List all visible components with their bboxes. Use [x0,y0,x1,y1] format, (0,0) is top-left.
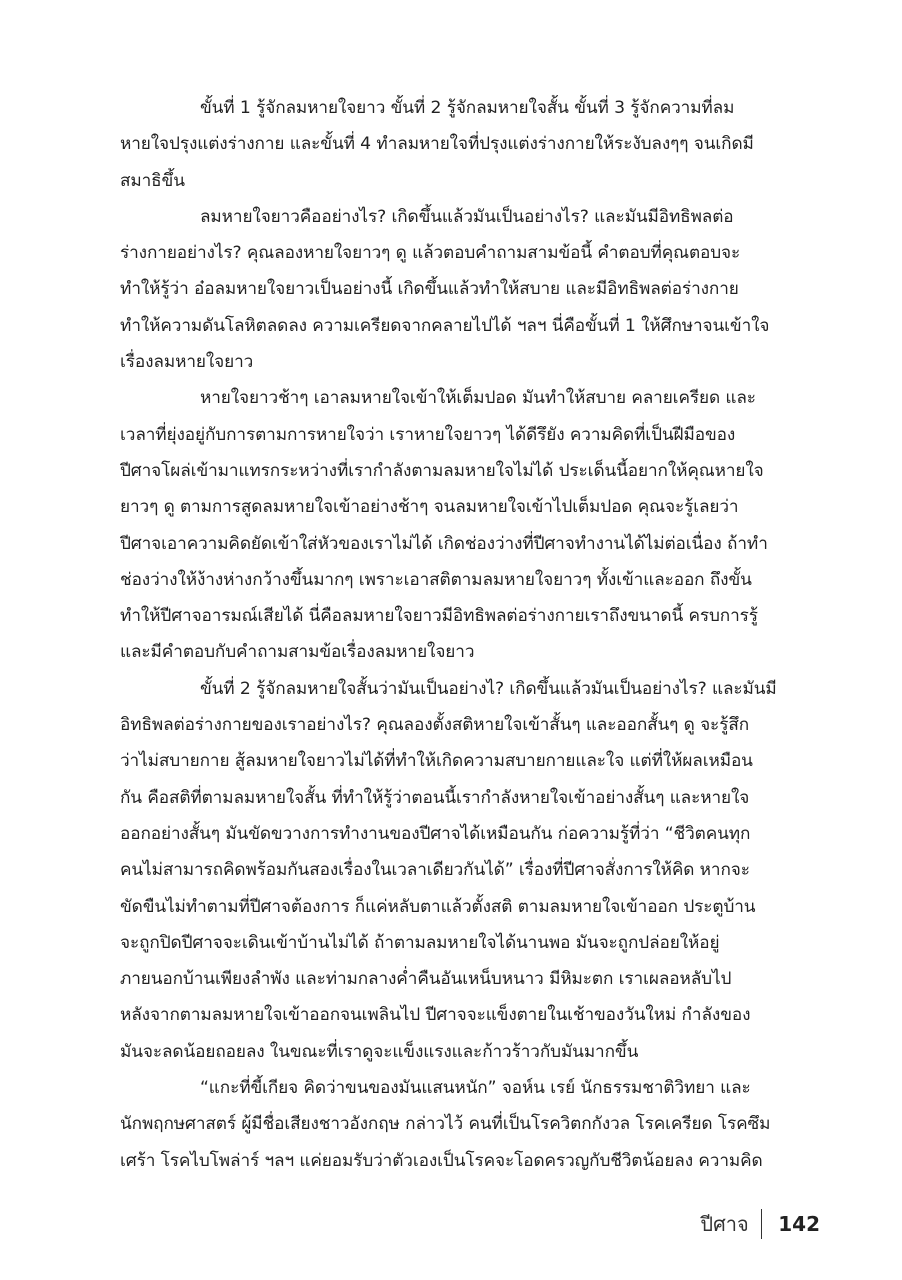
text-line: ลมหายใจยาวคืออย่างไร? เกิดขึ้นแล้วมันเป็นอย่างไร? และมันมีอิทธิพลต่อ [200,206,734,227]
paragraph-2 [120,199,810,380]
text-line: มันจะลดน้อยถอยลง ในขณะที่เราดูจะแข็งแรงและก้าวร้าวกับมันมากขึ้น [120,1041,639,1062]
text-line: ขั้นที่ 2 รู้จักลมหายใจสั้นว่ามันเป็นอย่างไ? เกิดขึ้นแล้วมันเป็นอย่างไร? และมันมี [200,678,777,699]
text-line: คนไม่สามารถคิดพร้อมกันสองเรื่องในเวลาเดียวกันได้” เรื่องที่ปีศาจสั่งการให้คิด หากจะ [120,860,750,881]
text-line: ปีศาจเอาความคิดยัดเข้าใส่หัวของเราไม่ได้ เกิดช่องว่างที่ปีศาจทำงานได้ไม่ต่อเนื่อง ถ้าทำ [120,533,768,554]
text-line: นักพฤกษศาสตร์ ผู้มีชื่อเสียงชาวอังกฤษ กล่าวไว้ คนที่เป็นโรควิตกกังวล โรคเครียด โรคซึม [120,1114,771,1135]
page-footer [700,1206,820,1242]
text-line: หลังจากตามลมหายใจเข้าออกจนเพลินไป ปีศาจจะแข็งตายในเช้าของวันใหม่ กำลังของ [120,1005,751,1026]
paragraph-5 [120,1070,810,1179]
text-line: เรื่องลมหายใจยาว [120,352,254,373]
text-line: หายใจปรุงแต่งร่างกาย และขั้นที่ 4 ทำลมหายใจที่ปรุงแต่งร่างกายให้ระงับลงๆๆ จนเกิดมี [120,134,754,155]
text-line: ปีศาจโผล่เข้ามาแทรกระหว่างที่เรากำลังตามลมหายใจไม่ได้ ประเด็นนี้อยากให้คุณหายใจ [120,460,764,481]
text-line: “แกะที่ขี้เกียจ คิดว่าขนของมันแสนหนัก” จอห์น เรย์ นักธรรมชาติวิทยา และ [200,1078,751,1099]
text-line: ภายนอกบ้านเพียงลำพัง และท่ามกลางค่ำคืนอันเหน็บหนาว มีหิมะตก เราเผลอหลับไป [120,969,732,990]
paragraph-3 [120,380,810,670]
text-line: ทำให้ปีศาจอารมณ์เสียได้ นี่คือลมหายใจยาวมีอิทธิพลต่อร่างกายเราถึงขนาดนี้ ครบการรู้ [120,606,758,627]
text-line: ทำให้รู้ว่า อ๋อลมหายใจยาวเป็นอย่างนี้ เกิดขึ้นแล้วทำให้สบาย และมีอิทธิพลต่อร่างกาย [120,279,739,300]
text-line: เวลาที่ยุ่งอยู่กับการตามการหายใจว่า เราหายใจยาวๆ ได้ดีรึยัง ความคิดที่เป็นฝีมือของ [120,424,736,445]
text-line: หายใจยาวช้าๆ เอาลมหายใจเข้าให้เต็มปอด มันทำให้สบาย คลายเครียด และ [200,388,756,409]
footer-divider [761,1209,763,1239]
text-line: สมาธิขึ้น [120,170,185,191]
body-text [120,90,810,1179]
text-line: ทำให้ความดันโลหิตลดลง ความเครียดจากคลายไปได้ ฯลฯ นี่คือขั้นที่ 1 ให้ศึกษาจนเข้าใจ [120,315,770,336]
paragraph-4 [120,671,810,1070]
text-line: เศร้า โรคไบโพล่าร์ ฯลฯ แค่ยอมรับว่าตัวเองเป็นโรคจะโอดครวญกับชีวิตน้อยลง ความคิด [120,1150,763,1171]
page-number: 142 [778,1212,820,1236]
text-line: กัน คือสติที่ตามลมหายใจสั้น ที่ทำให้รู้ว่าตอนนี้เรากำลังหายใจเข้าอย่างสั้นๆ และหายใจ [120,787,750,808]
text-line: ช่องว่างให้ง้างห่างกว้างขึ้นมากๆ เพราะเอาสติตามลมหายใจยาวๆ ทั้งเข้าและออก ถึงขั้น [120,569,752,590]
text-line: อิทธิพลต่อร่างกายของเราอย่างไร? คุณลองตั้งสติหายใจเข้าสั้นๆ และออกสั้นๆ ดู จะรู้สึก [120,715,750,736]
text-line: ขั้นที่ 1 รู้จักลมหายใจยาว ขั้นที่ 2 รู้จักลมหายใจสั้น ขั้นที่ 3 รู้จักความที่ลม [200,98,735,118]
text-line: ออกอย่างสั้นๆ มันขัดขวางการทำงานของปีศาจได้เหมือนกัน ก่อความรู้ที่ว่า “ชีวิตคนทุก [120,823,751,844]
text-line: และมีคำตอบกับคำถามสามข้อเรื่องลมหายใจยาว [120,642,475,663]
running-title: ปีศาจ [700,1212,749,1236]
text-line: ยาวๆ ดู ตามการสูดลมหายใจเข้าอย่างช้าๆ จนลมหายใจเข้าไปเต็มปอด คุณจะรู้เลยว่า [120,497,739,518]
text-line: ว่าไม่สบายกาย สู้ลมหายใจยาวไม่ได้ที่ทำให้เกิดความสบายกายและใจ แต่ที่ให้ผลเหมือน [120,751,753,772]
paragraph-1 [120,90,810,199]
text-line: ขัดขืนไม่ทำตามที่ปีศาจต้องการ ก็แค่หลับตาแล้วตั้งสติ ตามลมหายใจเข้าออก ประตูบ้าน [120,896,756,917]
text-line: จะถูกปิดปีศาจจะเดินเข้าบ้านไม่ได้ ถ้าตามลมหายใจได้นานพอ มันจะถูกปล่อยให้อยู่ [120,932,720,953]
text-line: ร่างกายอย่างไร? คุณลองหายใจยาวๆ ดู แล้วตอบคำถามสามข้อนี้ คำตอบที่คุณตอบจะ [120,243,741,264]
